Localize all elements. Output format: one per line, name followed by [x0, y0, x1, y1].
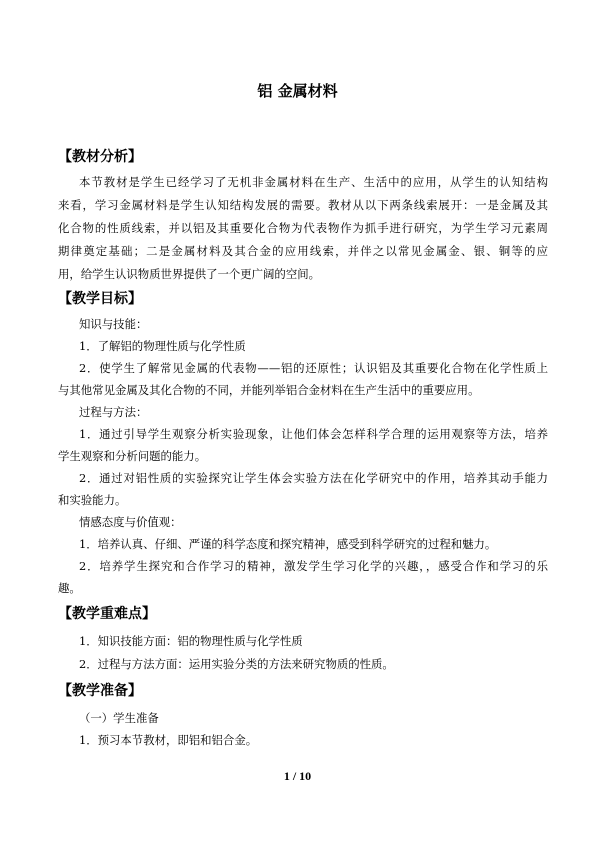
- paragraph-line: 2．通过对铝性质的实验探究让学生体会实验方法在化学研究中的作用，培养其动手能力: [79, 471, 548, 485]
- paragraph-line: 化合物的性质线索，并以铝及其重要化合物为代表物作为抓手进行研究，为学生学习元素周: [58, 221, 548, 235]
- section-heading-analysis: 【教材分析】: [58, 149, 142, 165]
- paragraph-line: 过程与方法：: [79, 405, 148, 419]
- section-heading-prep: 【教学准备】: [58, 683, 142, 699]
- paragraph-line: 学生观察和分析问题的能力。: [58, 449, 207, 463]
- paragraph-line: 2．过程与方法方面：运用实验分类的方法来研究物质的性质。: [79, 657, 394, 671]
- paragraph-line: 与其他常见金属及其化合物的不同，并能列举铝合金材料在生产生活中的重要应用。: [58, 383, 480, 397]
- paragraph-line: 用，给学生认识物质世界提供了一个更广阔的空间。: [58, 267, 320, 281]
- paragraph-line: 趣。: [58, 581, 81, 595]
- paragraph-line: 1．知识技能方面：铝的物理性质与化学性质: [79, 634, 303, 648]
- paragraph-line: 期律奠定基础；二是金属材料及其合金的应用线索，并伴之以常见金属金、银、铜等的应: [58, 244, 548, 258]
- paragraph-line: 1．培养认真、仔细、严谨的科学态度和探究精神，感受到科学研究的过程和魅力。: [79, 537, 497, 551]
- paragraph-line: 1．了解铝的物理性质与化学性质: [79, 339, 246, 353]
- paragraph-line: 2．培养学生探究和合作学习的精神，激发学生学习化学的兴趣，，感受合作和学习的乐: [79, 559, 548, 573]
- page-number: 1 / 10: [283, 769, 312, 783]
- paragraph-line: 知识与技能：: [79, 317, 148, 331]
- paragraph-line: 和实验能力。: [58, 493, 127, 507]
- paragraph-line: 1．通过引导学生观察分析实验现象，让他们体会怎样科学合理的运用观察等方法，培养: [79, 427, 548, 441]
- paragraph-line: 本节教材是学生已经学习了无机非金属材料在生产、生活中的应用，从学生的认知结构: [79, 175, 548, 189]
- section-heading-goals: 【教学目标】: [58, 291, 142, 307]
- paragraph-line: （一）学生准备: [79, 711, 159, 725]
- paragraph-line: 2．使学生了解常见金属的代表物——铝的还原性；认识铝及其重要化合物在化学性质上: [79, 361, 548, 375]
- paragraph-line: 1．预习本节教材，即铝和铝合金。: [79, 733, 258, 747]
- paragraph-line: 情感态度与价值观：: [79, 515, 182, 529]
- paragraph-line: 来看，学习金属材料是学生认知结构发展的需要。教材从以下两条线索展开：一是金属及其: [58, 198, 548, 212]
- section-heading-keypoints: 【教学重难点】: [58, 606, 156, 622]
- document-title: 铝 金属材料: [257, 82, 338, 100]
